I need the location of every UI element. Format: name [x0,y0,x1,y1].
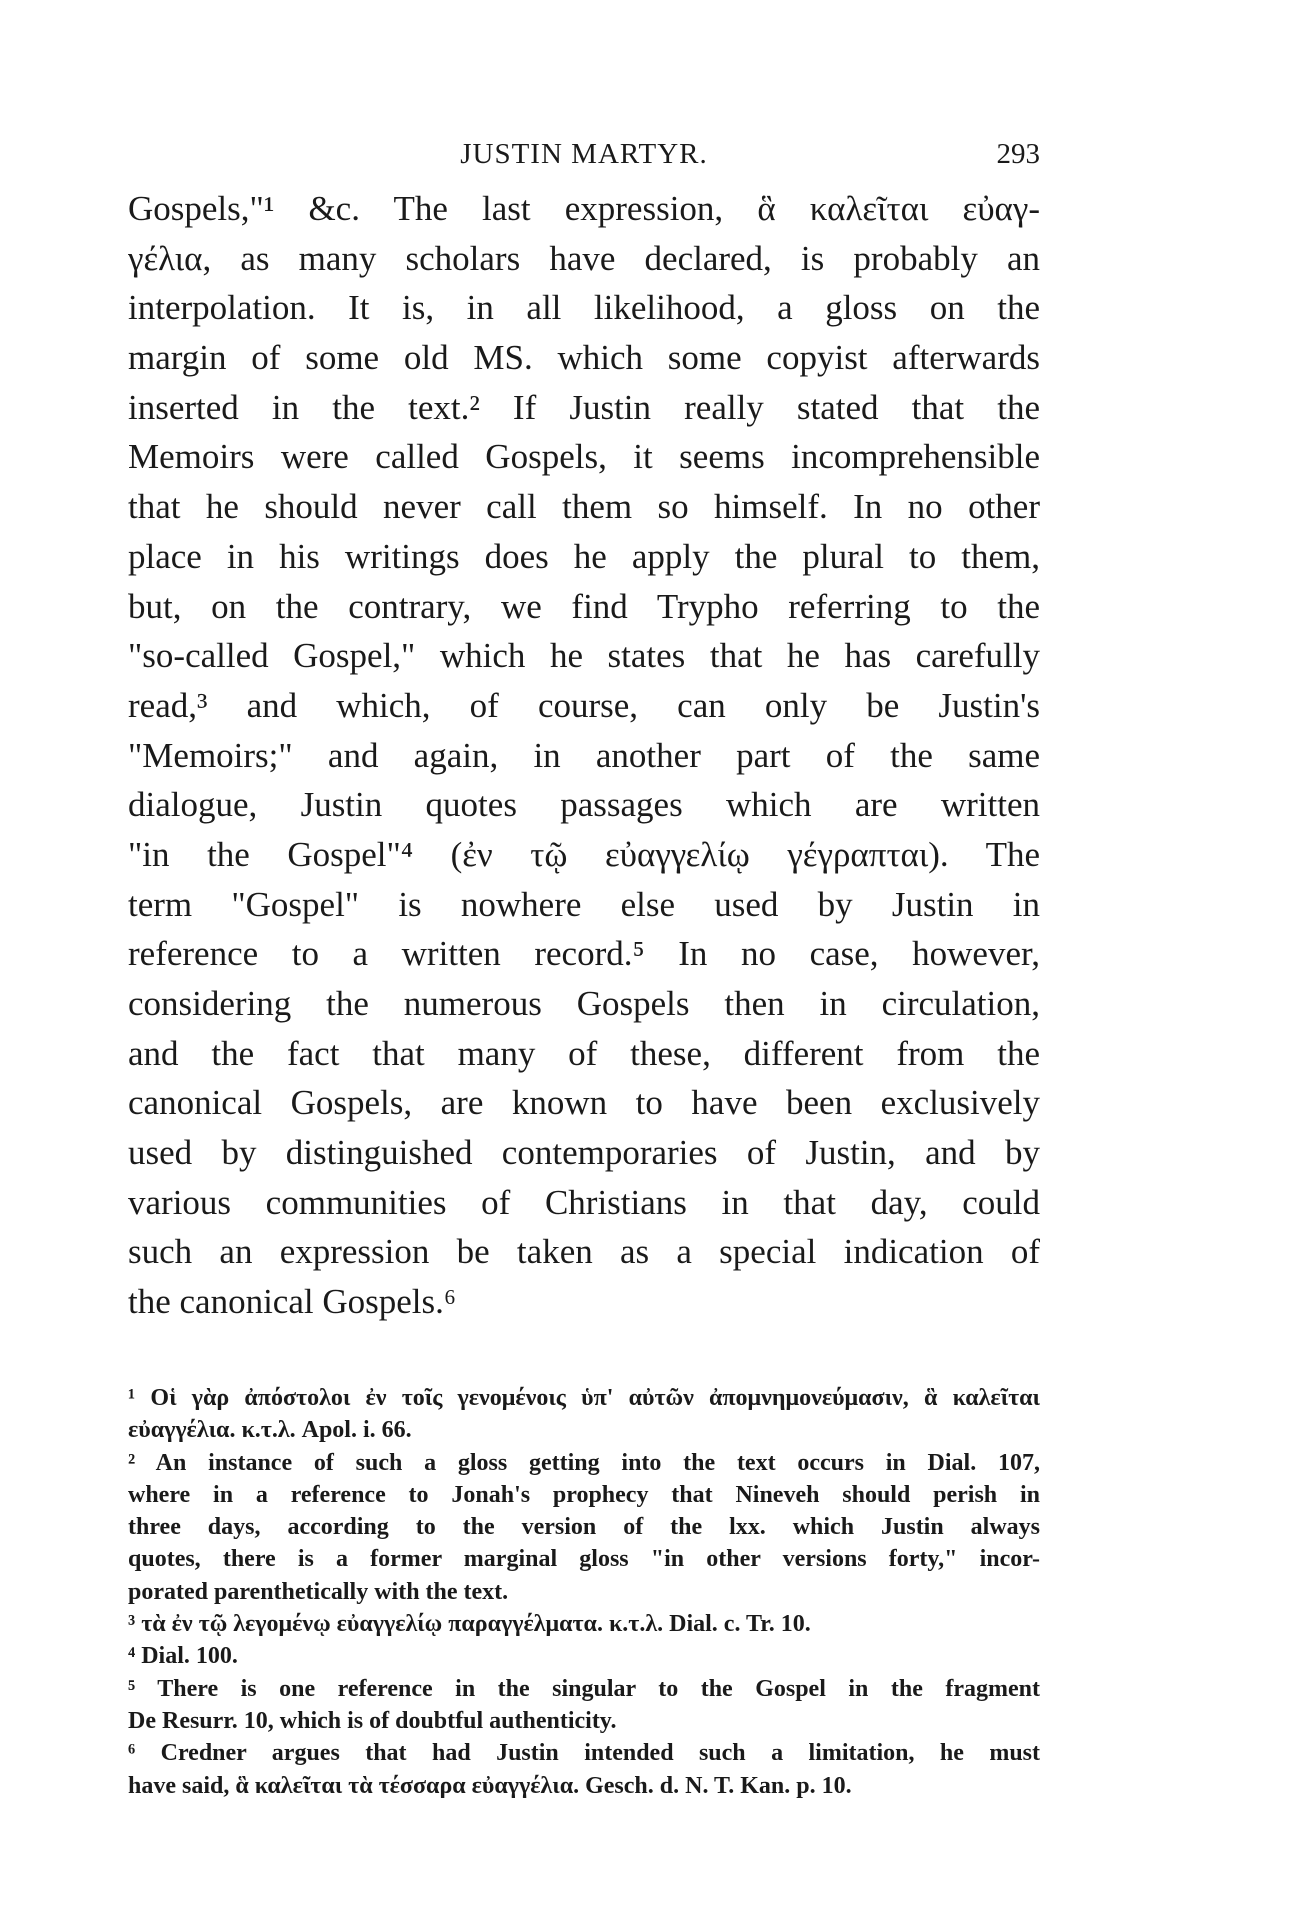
body-line: various communities of Christians in that day, could [128,1182,1040,1222]
body-line: but, on the contrary, we find Trypho referring to the [128,586,1040,626]
body-line: margin of some old MS. which some copyist afterwards [128,338,1040,378]
footnote-line: where in a reference to Jonah's prophecy that Nineveh should perish in [128,1481,1040,1508]
body-line: Gospels,"¹ &c. The last expression, ἃ καλεῖται εὐαγ- [128,189,1040,228]
body-line: read,³ and which, of course, can only be Justin's [128,685,1040,725]
body-line: "in the Gospel"⁴ (ἐν τῷ εὐαγγελίῳ γέγραπται). The [128,834,1040,874]
body-line: dialogue, Justin quotes passages which are written [128,785,1040,825]
body-line: considering the numerous Gospels then in circulation, [128,984,1040,1023]
running-head [128,138,1040,178]
running-title: JUSTIN MARTYR. [460,138,708,170]
body-text [128,184,1040,1327]
body-line: that he should never call them so himself. In no other [128,487,1040,527]
body-line: the canonical Gospels.⁶ [128,1282,457,1322]
footnote-line: ² An instance of such a gloss getting into the text occurs in Dial. 107, [128,1449,1040,1476]
body-line: place in his writings does he apply the plural to them, [128,536,1040,576]
body-line: canonical Gospels, are known to have been exclusively [128,1083,1040,1123]
page-number: 293 [996,138,1040,170]
footnote-line: have said, ἃ καλεῖται τὰ τέσσαρα εὐαγγέλια. Gesch. d. N. T. Kan. p. 10. [128,1772,852,1799]
footnote-line: porated parenthetically with the text. [128,1578,509,1605]
footnote-line: ¹ Οἱ γὰρ ἀπόστολοι ἐν τοῖς γενομένοις ὑπ' αὐτῶν ἀπομνημονεύμασιν, ἃ καλεῖται [128,1385,1040,1411]
footnote-line: ⁵ There is one reference in the singular to the Gospel in the fragment [128,1675,1040,1702]
body-line: "Memoirs;" and again, in another part of the same [128,735,1040,775]
body-line: inserted in the text.² If Justin really stated that the [128,387,1040,427]
footnote-line: ⁶ Credner argues that had Justin intended such a limitation, he must [128,1740,1040,1767]
body-line: such an expression be taken as a special indication of [128,1232,1040,1272]
footnote-line: De Resurr. 10, which is of doubtful authenticity. [128,1707,617,1734]
body-line: γέλια, as many scholars have declared, is probably an [128,238,1040,278]
footnote-line: quotes, there is a former marginal gloss "in other versions forty," incor- [128,1546,1040,1573]
footnote-line: ³ τὰ ἐν τῷ λεγομένῳ εὐαγγελίῳ παραγγέλματα. κ.τ.λ. Dial. c. Tr. 10. [128,1611,811,1638]
footnote-line: three days, according to the version of the lxx. which Justin always [128,1514,1040,1541]
footnote-line: εὐαγγέλια. κ.τ.λ. Apol. i. 66. [128,1417,412,1444]
body-line: "so-called Gospel," which he states that he has carefully [128,636,1040,676]
body-line: reference to a written record.⁵ In no case, however, [128,934,1040,974]
footnotes [128,1382,1040,1802]
body-line: Memoirs were called Gospels, it seems incomprehensible [128,437,1040,477]
footnote-line: ⁴ Dial. 100. [128,1643,238,1670]
body-line: and the fact that many of these, different from the [128,1033,1040,1073]
body-line: used by distinguished contemporaries of Justin, and by [128,1133,1040,1173]
body-line: interpolation. It is, in all likelihood, a gloss on the [128,288,1040,328]
body-line: term "Gospel" is nowhere else used by Justin in [128,884,1040,924]
